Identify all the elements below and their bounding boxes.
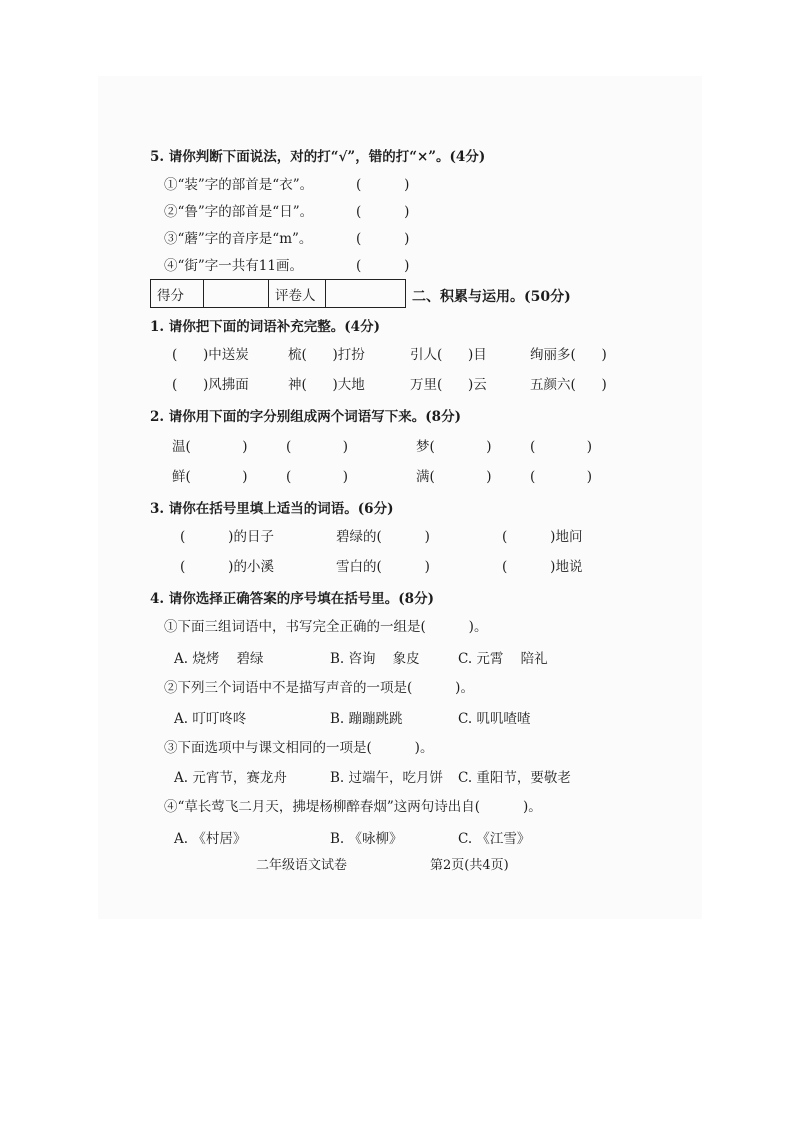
q4-option[interactable]: C. 叽叽喳喳 [458, 711, 531, 727]
q3-cell[interactable]: ( )的日子 [180, 529, 274, 545]
q2-cell[interactable]: ( ) [530, 439, 593, 455]
q3-title: 3. 请你在括号里填上适当的词语。(6分) [150, 501, 394, 517]
q2-title: 2. 请你用下面的字分别组成两个词语写下来。(8分) [150, 409, 461, 425]
footer-subject: 二年级语文试卷 [256, 858, 348, 873]
q4-option[interactable]: A. 叮叮咚咚 [174, 711, 247, 727]
q1-cell[interactable]: 梳( )打扮 [288, 347, 365, 363]
score-cell[interactable] [204, 280, 269, 308]
q4-option[interactable]: C. 重阳节，要敬老 [458, 770, 571, 786]
q4-stem-3: ③下面选项中与课文相同的一项是( )。 [164, 740, 434, 756]
q1-title: 1. 请你把下面的词语补充完整。(4分) [150, 319, 380, 335]
q1-cell[interactable]: 万里( )云 [410, 377, 487, 393]
judge-title: 5. 请你判断下面说法，对的打“√”，错的打“×”。(4分) [150, 149, 486, 165]
q3-cell[interactable]: ( )的小溪 [180, 559, 274, 575]
q4-option[interactable]: A. 《村居》 [174, 831, 247, 847]
q1-cell[interactable]: 五颜六( ) [530, 377, 607, 393]
q4-option[interactable]: B. 蹦蹦跳跳 [330, 711, 403, 727]
q4-option[interactable]: A. 元宵节，赛龙舟 [174, 770, 287, 786]
q4-title: 4. 请你选择正确答案的序号填在括号里。(8分) [150, 591, 434, 607]
q4-option[interactable]: B. 《咏柳》 [330, 831, 403, 847]
score-box [150, 279, 406, 308]
score-label: 得分 [151, 280, 204, 308]
footer-page-number: 第2页(共4页) [430, 858, 509, 873]
q4-option[interactable]: B. 咨询 象皮 [330, 651, 420, 667]
judge-item-3: ③“蘑”字的音序是“m”。 [164, 231, 313, 247]
q3-cell[interactable]: ( )地问 [502, 529, 583, 545]
q1-cell[interactable]: 绚丽多( ) [530, 347, 607, 363]
q4-option[interactable]: C. 元霄 陪礼 [458, 651, 548, 667]
q3-cell[interactable]: 碧绿的( ) [336, 529, 430, 545]
q2-cell[interactable]: ( ) [530, 469, 593, 485]
grader-label: 评卷人 [269, 280, 326, 308]
q1-cell[interactable]: 神( )大地 [288, 377, 365, 393]
grader-cell[interactable] [326, 280, 406, 308]
q1-cell[interactable]: ( )风拂面 [172, 377, 249, 393]
q4-stem-2: ②下列三个词语中不是描写声音的一项是( )。 [164, 680, 474, 696]
q3-cell[interactable]: 雪白的( ) [336, 559, 430, 575]
section-2-title: 二、积累与运用。(50分) [412, 289, 571, 305]
q1-cell[interactable]: ( )中送炭 [172, 347, 249, 363]
q2-cell[interactable]: 鲜( ) [172, 469, 248, 485]
judge-answer-3[interactable]: ( ) [356, 231, 410, 247]
q2-cell[interactable]: ( ) [286, 469, 349, 485]
q2-cell[interactable]: 梦( ) [416, 439, 492, 455]
q4-stem-1: ①下面三组词语中，书写完全正确的一组是( )。 [164, 619, 488, 635]
q2-cell[interactable]: ( ) [286, 439, 349, 455]
q1-cell[interactable]: 引人( )目 [410, 347, 487, 363]
judge-item-4: ④“街”字一共有11画。 [164, 258, 303, 274]
q4-option[interactable]: C. 《江雪》 [458, 831, 531, 847]
judge-item-2: ②“鲁”字的部首是“日”。 [164, 204, 314, 220]
q4-option[interactable]: A. 烧烤 碧绿 [174, 651, 264, 667]
q4-option[interactable]: B. 过端午，吃月饼 [330, 770, 444, 786]
judge-item-1: ①“装”字的部首是“衣”。 [164, 177, 314, 193]
judge-answer-4[interactable]: ( ) [356, 258, 410, 274]
judge-answer-2[interactable]: ( ) [356, 204, 410, 220]
q2-cell[interactable]: 温( ) [172, 439, 248, 455]
q3-cell[interactable]: ( )地说 [502, 559, 583, 575]
judge-answer-1[interactable]: ( ) [356, 177, 410, 193]
q2-cell[interactable]: 满( ) [416, 469, 492, 485]
q4-stem-4: ④“草长莺飞二月天，拂堤杨柳醉春烟”这两句诗出自( )。 [164, 799, 542, 815]
